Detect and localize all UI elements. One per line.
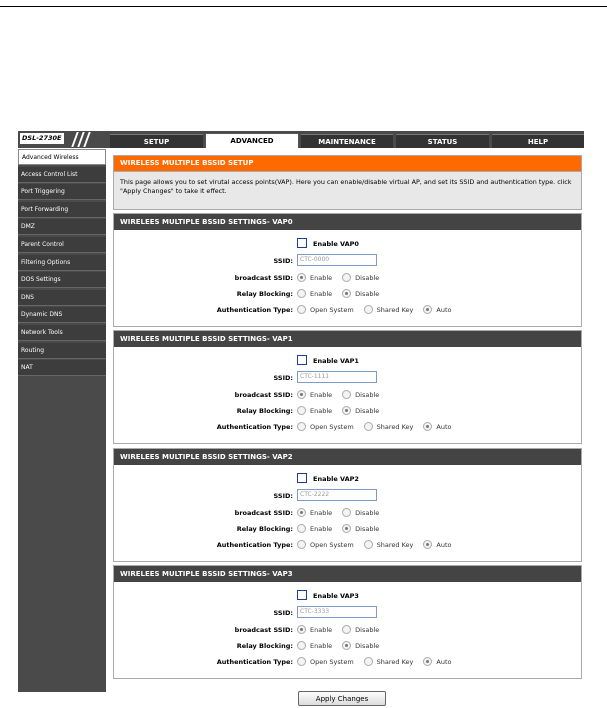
sidebar-item-port-triggering[interactable]: Port Triggering	[18, 184, 106, 200]
broadcast-enable-option[interactable]	[297, 271, 332, 286]
auth-type-label: Authentication Type:	[216, 423, 293, 431]
enable-vap-label: Enable VAP3	[313, 592, 359, 600]
ssid-label: SSID:	[273, 492, 293, 500]
broadcast-disable-label: Disable	[355, 274, 380, 282]
auth-open-system-radio[interactable]	[297, 657, 306, 666]
auth-open-system-option[interactable]	[297, 303, 354, 318]
broadcast-disable-label: Disable	[355, 391, 380, 399]
page-top-rule	[0, 6, 607, 7]
broadcast-enable-label: Enable	[310, 509, 333, 517]
ssid-label: SSID:	[273, 609, 293, 617]
sidebar-item-access-control-list[interactable]: Access Control List	[18, 167, 106, 183]
broadcast-ssid-label: broadcast SSID:	[234, 626, 293, 634]
auth-shared-key-radio[interactable]	[364, 540, 373, 549]
sidebar-item-filtering-options[interactable]: Filtering Options	[18, 255, 106, 271]
broadcast-ssid-label: broadcast SSID:	[234, 274, 293, 282]
tab-status[interactable]: STATUS	[396, 134, 489, 148]
apply-changes-button[interactable]: Apply Changes	[298, 691, 386, 706]
broadcast-enable-radio[interactable]	[297, 508, 306, 517]
enable-vap-checkbox[interactable]	[297, 473, 307, 483]
sidebar-item-dns[interactable]: DNS	[18, 290, 106, 306]
auth-open-system-label: Open System	[310, 423, 354, 431]
vap-section-0	[113, 213, 582, 327]
broadcast-enable-option[interactable]	[297, 506, 332, 521]
broadcast-disable-radio[interactable]	[342, 273, 351, 282]
relay-disable-radio[interactable]	[342, 641, 351, 650]
auth-auto-radio[interactable]	[423, 422, 432, 431]
relay-enable-label: Enable	[310, 642, 333, 650]
relay-enable-option[interactable]	[297, 639, 332, 654]
dlink-logo	[18, 131, 104, 148]
broadcast-enable-radio[interactable]	[297, 390, 306, 399]
auth-auto-label: Auto	[436, 658, 452, 666]
vap-title: WIRELEES MULTIPLE BSSID SETTINGS- VAP3	[114, 566, 581, 582]
relay-disable-label: Disable	[355, 290, 380, 298]
auth-open-system-label: Open System	[310, 658, 354, 666]
auth-auto-radio[interactable]	[423, 657, 432, 666]
ssid-input[interactable]: CTC-2222	[297, 489, 377, 501]
auth-auto-label: Auto	[436, 423, 452, 431]
relay-enable-label: Enable	[310, 525, 333, 533]
auth-shared-key-label: Shared Key	[376, 541, 414, 549]
auth-auto-label: Auto	[436, 541, 452, 549]
broadcast-disable-radio[interactable]	[342, 390, 351, 399]
relay-blocking-label: Relay Blocking:	[236, 642, 293, 650]
auth-open-system-option[interactable]	[297, 420, 354, 435]
header-banner	[18, 131, 584, 148]
relay-disable-option[interactable]	[342, 287, 379, 302]
sidebar-item-dmz[interactable]: DMZ	[18, 219, 106, 235]
relay-enable-option[interactable]	[297, 522, 332, 537]
tab-advanced[interactable]: ADVANCED	[205, 133, 299, 148]
auth-auto-option[interactable]	[423, 303, 451, 318]
auth-open-system-label: Open System	[310, 306, 354, 314]
auth-auto-option[interactable]	[423, 655, 451, 670]
broadcast-disable-option[interactable]	[342, 506, 379, 521]
relay-enable-radio[interactable]	[297, 641, 306, 650]
auth-type-label: Authentication Type:	[216, 541, 293, 549]
relay-enable-radio[interactable]	[297, 406, 306, 415]
setup-title: WIRELESS MULTIPLE BSSID SETUP	[114, 156, 581, 172]
auth-shared-key-label: Shared Key	[376, 306, 414, 314]
relay-disable-option[interactable]	[342, 404, 379, 419]
ssid-label: SSID:	[273, 374, 293, 382]
broadcast-disable-option[interactable]	[342, 271, 379, 286]
auth-open-system-radio[interactable]	[297, 422, 306, 431]
auth-shared-key-option[interactable]	[364, 538, 414, 553]
tab-setup[interactable]: SETUP	[110, 134, 203, 148]
broadcast-enable-label: Enable	[310, 626, 333, 634]
ssid-input[interactable]: CTC-3333	[297, 606, 377, 618]
tab-maintenance[interactable]: MAINTENANCE	[301, 134, 393, 148]
logo-stripes-icon	[68, 132, 102, 147]
relay-disable-radio[interactable]	[342, 524, 351, 533]
broadcast-enable-radio[interactable]	[297, 625, 306, 634]
auth-type-label: Authentication Type:	[216, 306, 293, 314]
broadcast-enable-label: Enable	[310, 391, 333, 399]
enable-vap-checkbox[interactable]	[297, 355, 307, 365]
sidebar-item-routing[interactable]: Routing	[18, 343, 106, 359]
relay-disable-radio[interactable]	[342, 289, 351, 298]
auth-shared-key-radio[interactable]	[364, 422, 373, 431]
auth-open-system-radio[interactable]	[297, 540, 306, 549]
sidebar	[18, 149, 106, 692]
broadcast-disable-option[interactable]	[342, 388, 379, 403]
broadcast-disable-label: Disable	[355, 626, 380, 634]
enable-vap-checkbox[interactable]	[297, 238, 307, 248]
broadcast-disable-label: Disable	[355, 509, 380, 517]
relay-disable-label: Disable	[355, 407, 380, 415]
setup-panel	[113, 155, 582, 210]
relay-disable-label: Disable	[355, 642, 380, 650]
model-label: DSL-2730E	[20, 133, 64, 144]
sidebar-item-nat[interactable]: NAT	[18, 360, 106, 376]
auth-auto-radio[interactable]	[423, 305, 432, 314]
auth-shared-key-option[interactable]	[364, 420, 414, 435]
auth-open-system-label: Open System	[310, 541, 354, 549]
broadcast-ssid-label: broadcast SSID:	[234, 509, 293, 517]
relay-enable-radio[interactable]	[297, 289, 306, 298]
broadcast-disable-radio[interactable]	[342, 625, 351, 634]
auth-auto-radio[interactable]	[423, 540, 432, 549]
broadcast-enable-radio[interactable]	[297, 273, 306, 282]
sidebar-item-dynamic-dns[interactable]: Dynamic DNS	[18, 307, 106, 323]
sidebar-item-dos-settings[interactable]: DOS Settings	[18, 272, 106, 288]
enable-vap-label: Enable VAP1	[313, 357, 359, 365]
relay-blocking-label: Relay Blocking:	[236, 525, 293, 533]
enable-vap-label: Enable VAP0	[313, 240, 359, 248]
auth-type-label: Authentication Type:	[216, 658, 293, 666]
sidebar-item-network-tools[interactable]: Network Tools	[18, 325, 106, 341]
ssid-input[interactable]: CTC-0000	[297, 254, 377, 266]
relay-enable-label: Enable	[310, 290, 333, 298]
broadcast-enable-option[interactable]	[297, 623, 332, 638]
auth-open-system-option[interactable]	[297, 655, 354, 670]
vap-title: WIRELEES MULTIPLE BSSID SETTINGS- VAP1	[114, 331, 581, 347]
vap-title: WIRELEES MULTIPLE BSSID SETTINGS- VAP2	[114, 449, 581, 465]
auth-shared-key-option[interactable]	[364, 303, 414, 318]
sidebar-item-port-forwarding[interactable]: Port Forwarding	[18, 202, 106, 218]
broadcast-disable-radio[interactable]	[342, 508, 351, 517]
auth-shared-key-radio[interactable]	[364, 657, 373, 666]
auth-shared-key-label: Shared Key	[376, 423, 414, 431]
auth-shared-key-radio[interactable]	[364, 305, 373, 314]
auth-shared-key-option[interactable]	[364, 655, 414, 670]
relay-enable-label: Enable	[310, 407, 333, 415]
relay-disable-radio[interactable]	[342, 406, 351, 415]
relay-enable-option[interactable]	[297, 404, 332, 419]
ssid-input[interactable]: CTC-1111	[297, 371, 377, 383]
relay-disable-option[interactable]	[342, 522, 379, 537]
broadcast-enable-label: Enable	[310, 274, 333, 282]
auth-auto-label: Auto	[436, 306, 452, 314]
relay-disable-option[interactable]	[342, 639, 379, 654]
broadcast-ssid-label: broadcast SSID:	[234, 391, 293, 399]
main-content	[109, 149, 584, 692]
auth-open-system-option[interactable]	[297, 538, 354, 553]
auth-auto-option[interactable]	[423, 538, 451, 553]
auth-open-system-radio[interactable]	[297, 305, 306, 314]
relay-blocking-label: Relay Blocking:	[236, 407, 293, 415]
vap-section-3	[113, 565, 582, 679]
ssid-label: SSID:	[273, 257, 293, 265]
sidebar-item-advanced-wireless[interactable]: Advanced Wireless	[18, 149, 106, 165]
sidebar-item-parent-control[interactable]: Parent Control	[18, 237, 106, 253]
vap-section-1	[113, 330, 582, 444]
tab-help[interactable]: HELP	[492, 134, 584, 148]
vap-title: WIRELEES MULTIPLE BSSID SETTINGS- VAP0	[114, 214, 581, 230]
relay-enable-option[interactable]	[297, 287, 332, 302]
broadcast-enable-option[interactable]	[297, 388, 332, 403]
relay-blocking-label: Relay Blocking:	[236, 290, 293, 298]
enable-vap-label: Enable VAP2	[313, 475, 359, 483]
broadcast-disable-option[interactable]	[342, 623, 379, 638]
enable-vap-checkbox[interactable]	[297, 590, 307, 600]
setup-description: This page allows you to set virutal access points(VAP). Here you can enable/disable virtual AP, and set its SSID and authentication type. click "Apply Changes" to take it effect.	[120, 178, 572, 195]
auth-auto-option[interactable]	[423, 420, 451, 435]
auth-shared-key-label: Shared Key	[376, 658, 414, 666]
relay-disable-label: Disable	[355, 525, 380, 533]
vap-section-2	[113, 448, 582, 562]
relay-enable-radio[interactable]	[297, 524, 306, 533]
